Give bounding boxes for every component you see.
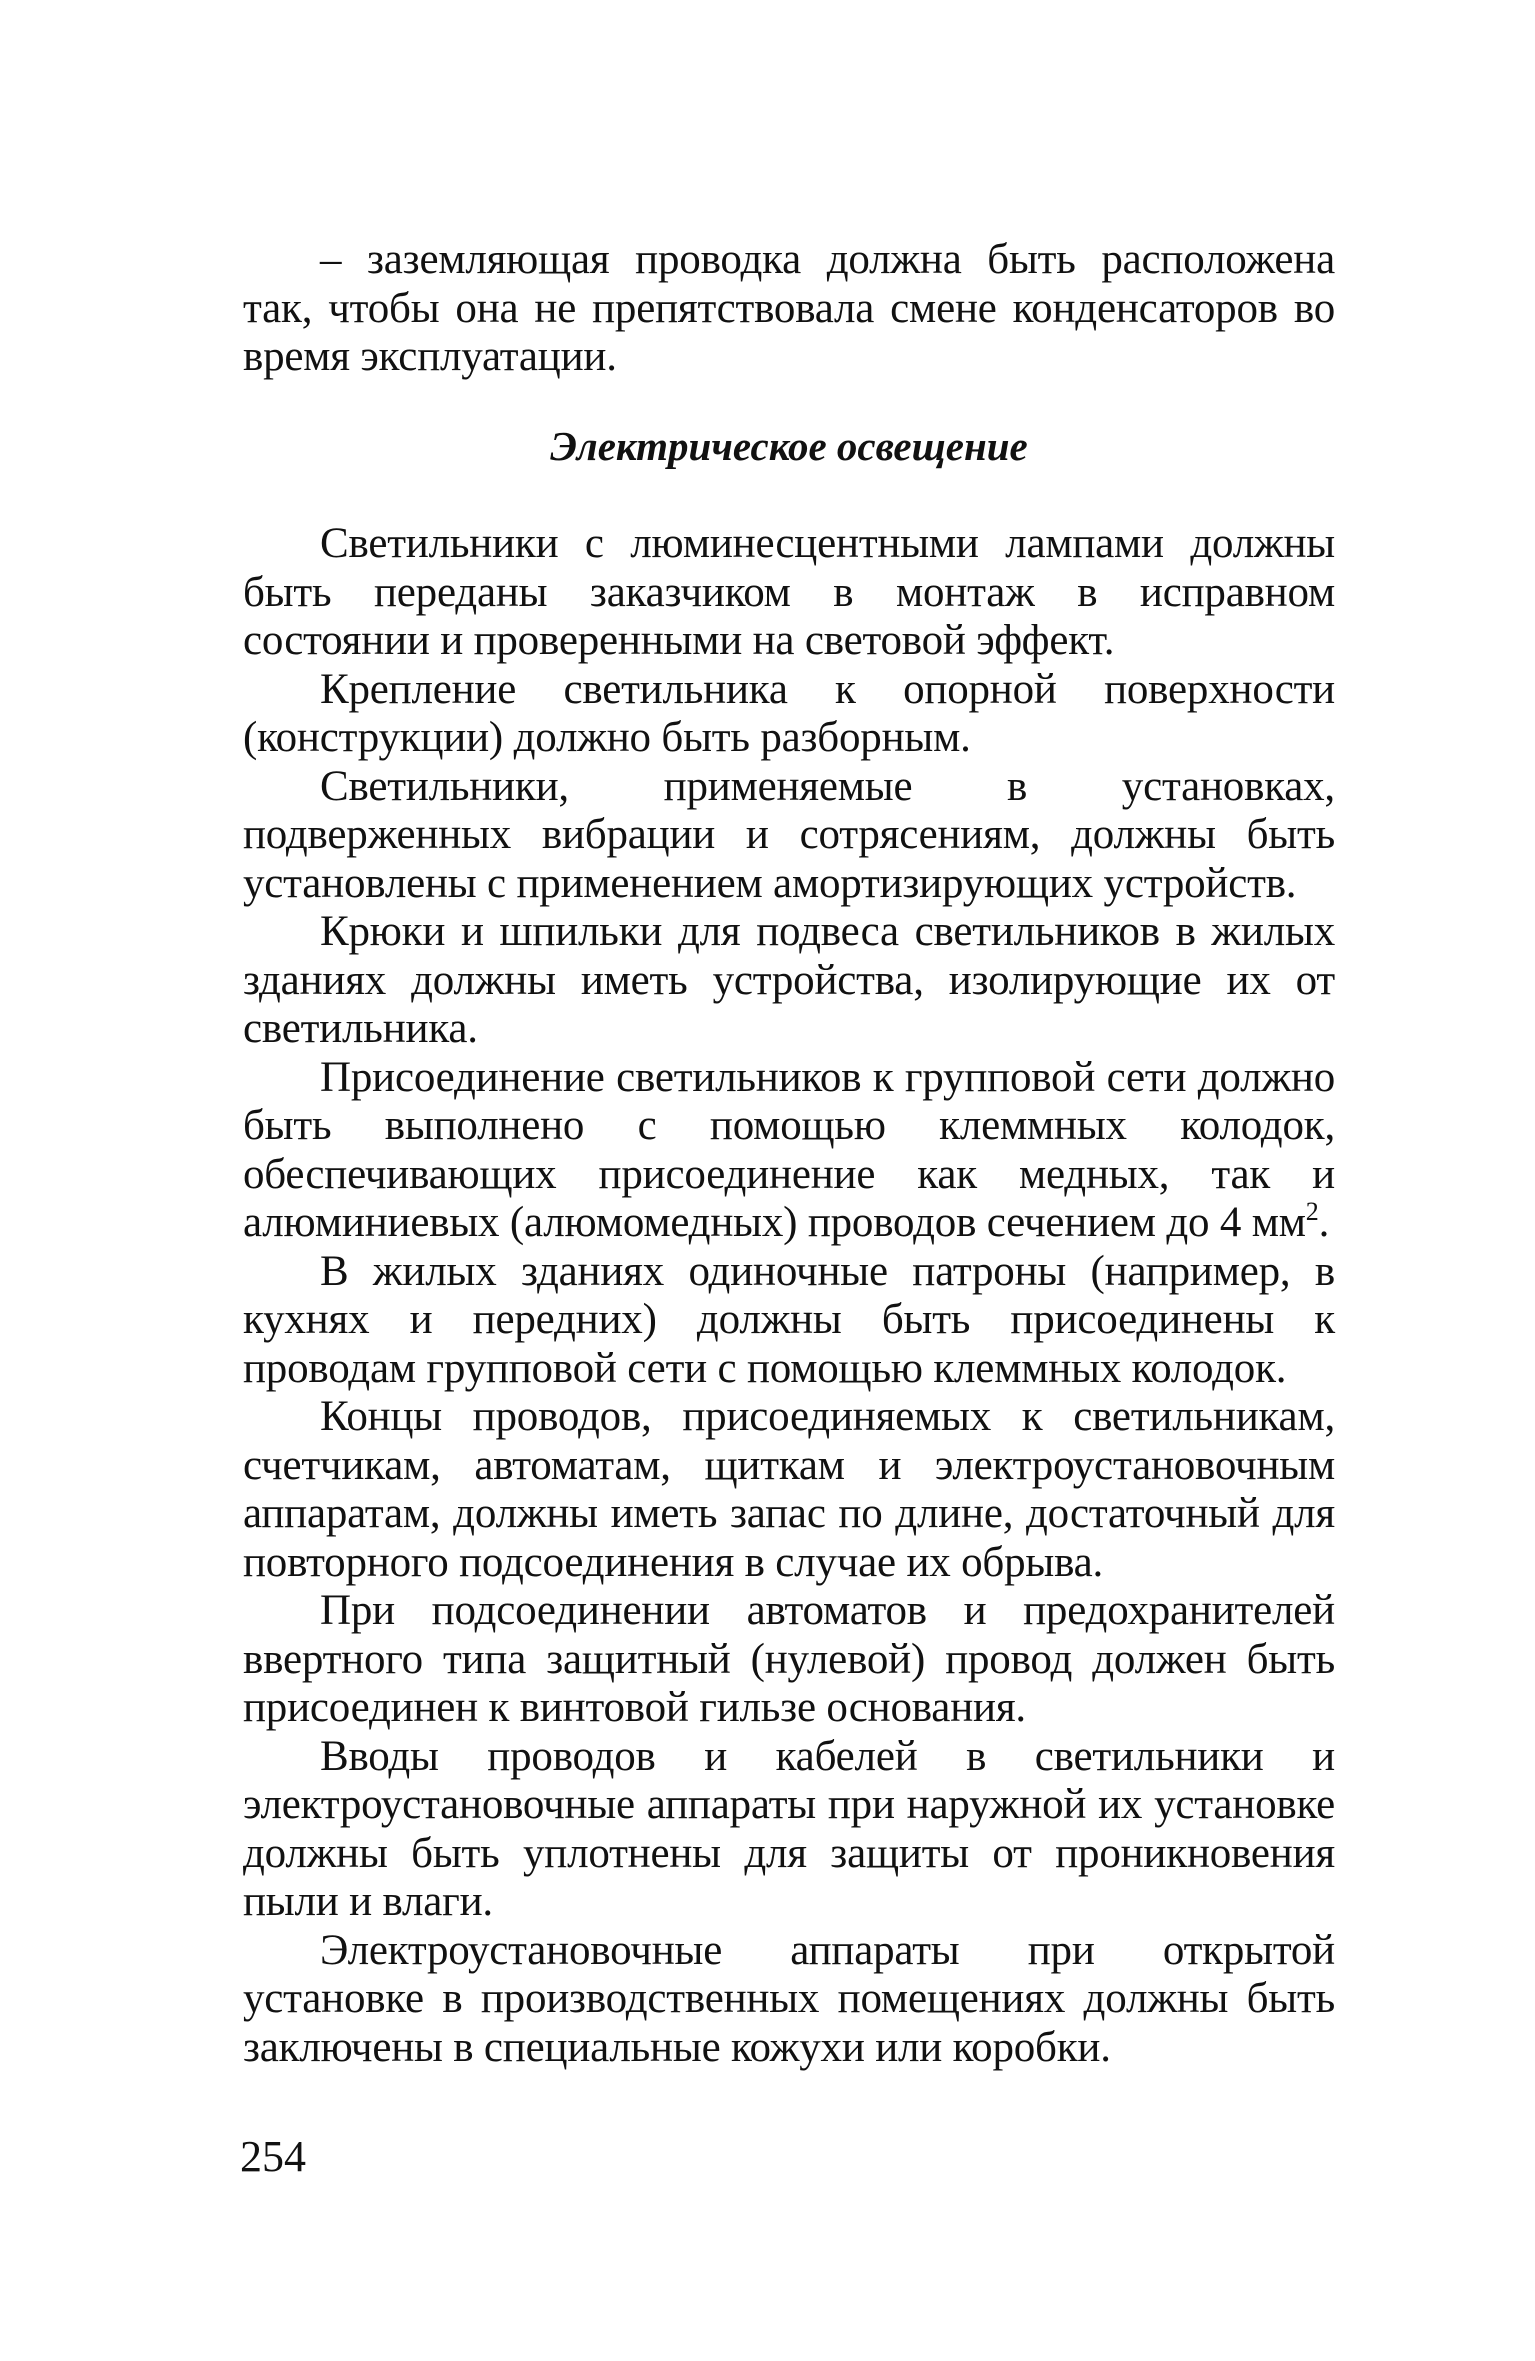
page-number: 254: [240, 2132, 306, 2181]
paragraph: В жилых зданиях одиночные патроны (например, в кухнях и передних) должны быть присоединены к проводам групповой сети с помощью клеммных колодок.: [243, 1247, 1335, 1392]
paragraph: Светильники, применяемые в установках, подверженных вибрации и сотрясениям, должны быть установлены с применением амортизирующих устройств.: [243, 762, 1335, 907]
paragraph: При подсоединении автоматов и предохранителей ввертного типа защитный (нулевой) провод должен быть присоединен к винтовой гильзе основания.: [243, 1587, 1335, 1731]
intro-text: [243, 236, 1335, 382]
body-text: [243, 520, 1335, 2072]
paragraph: Концы проводов, присоединяемых к светильникам, счетчикам, автоматам, щиткам и электроустановочным аппаратам, должны иметь запас по длине, достаточный для повторного подсоединения в случае их обрыва.: [243, 1393, 1335, 1586]
paragraph: Вводы проводов и кабелей в светильники и электроустановочные аппараты при наружной их установке должны быть уплотнены для защиты от проникновения пыли и влаги.: [243, 1732, 1335, 1925]
paragraph: Крепление светильника к опорной поверхности (конструкции) должно быть разборным.: [243, 665, 1335, 761]
section-heading: Электрическое освещение: [550, 423, 1028, 469]
paragraph: Светильники с люминесцентными лампами должны быть переданы заказчиком в монтаж в исправном состоянии и проверенными на световой эффект.: [243, 520, 1335, 664]
paragraph-end: .: [1318, 1199, 1330, 1246]
paragraph: Электроустановочные аппараты при открытой установке в производственных помещениях должны быть заключены в специальные кожухи или коробки.: [243, 1926, 1335, 2071]
paragraph-with-superscript: [243, 1054, 1335, 1248]
intro-paragraph: – заземляющая проводка должна быть расположена так, чтобы она не препятствовала смене конденсаторов во время эксплуатации.: [243, 236, 1335, 380]
superscript: 2: [1305, 1197, 1319, 1226]
paragraph-text: Присоединение светильников к групповой сети должно быть выполнено с помощью клеммных колодок, обеспечивающих присоединение как медных, так и алюминиевых (алюмомедных) проводов сечением до 4 мм: [243, 1053, 1335, 1246]
paragraph: Крюки и шпильки для подвеса светильников в жилых зданиях должны иметь устройства, изолирующие их от светильника.: [243, 908, 1335, 1052]
